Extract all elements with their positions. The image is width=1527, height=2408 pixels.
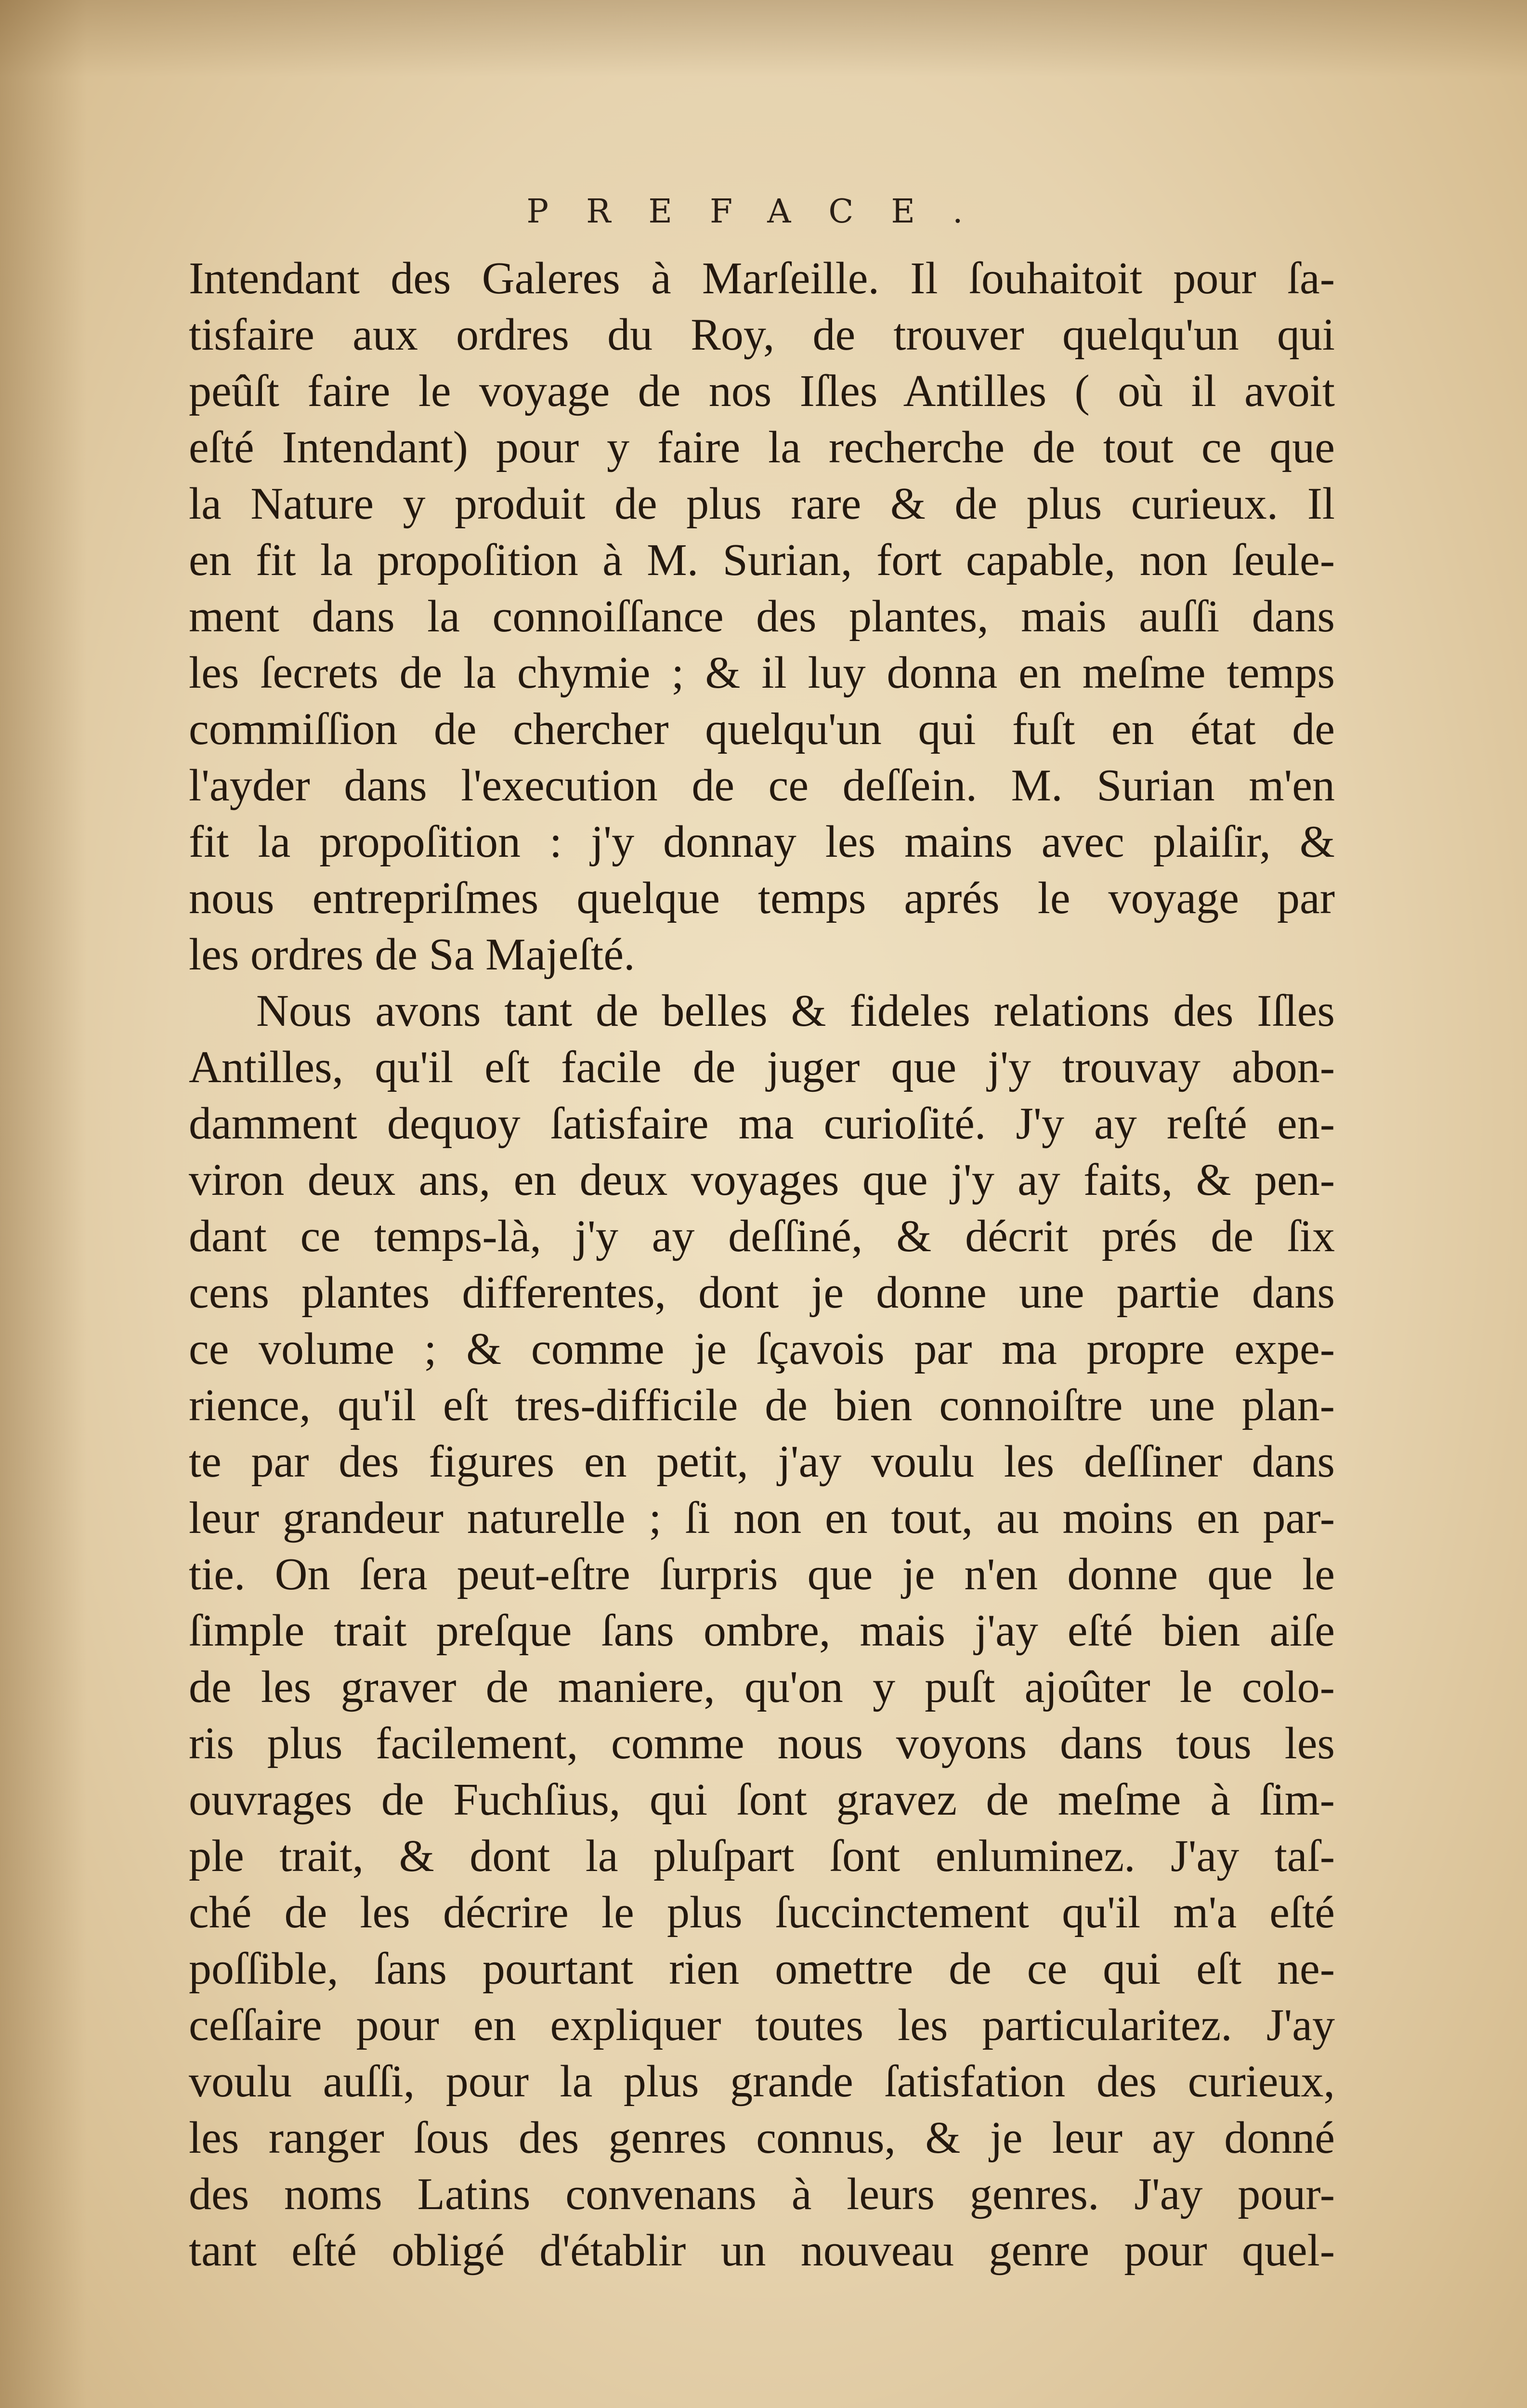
text-line: commiſſion de chercher quelqu'un qui fuſt en état de — [189, 704, 1335, 754]
text-line: nous entrepriſmes quelque temps aprés le voyage par — [189, 873, 1335, 923]
text-line: en fit la propoſition à M. Surian, fort capable, non ſeule- — [189, 535, 1335, 585]
text-line: Antilles, qu'il eſt facile de juger que j'y trouvay abon- — [189, 1042, 1335, 1092]
text-line: ris plus facilement, comme nous voyons dans tous les — [189, 1718, 1335, 1768]
text-line: ceſſaire pour en expliquer toutes les particularitez. J'ay — [189, 2000, 1335, 2050]
body-text — [189, 250, 1335, 2279]
text-line: tie. On ſera peut-eſtre ſurpris que je n'en donne que le — [189, 1549, 1335, 1599]
text-line: ſimple trait preſque ſans ombre, mais j'ay eſté bien aiſe — [189, 1606, 1335, 1656]
text-line: tisfaire aux ordres du Roy, de trouver quelqu'un qui — [189, 310, 1335, 360]
text-line: ce volume ; & comme je ſçavois par ma propre expe- — [189, 1324, 1335, 1374]
text-line: cens plantes differentes, dont je donne une partie dans — [189, 1268, 1335, 1318]
text-line: dant ce temps-là, j'y ay deſſiné, & décrit prés de ſix — [189, 1211, 1335, 1261]
text-line: rience, qu'il eſt tres-difficile de bien connoiſtre une plan- — [189, 1380, 1335, 1430]
page-edge-shadow-top — [0, 0, 1527, 77]
text-line: ouvrages de Fuchſius, qui ſont gravez de meſme à ſim- — [189, 1775, 1335, 1825]
text-line: peûſt faire le voyage de nos Iſles Antilles ( où il avoit — [189, 366, 1335, 416]
paragraph-1 — [189, 250, 1335, 983]
text-line: de les graver de maniere, qu'on y puſt ajoûter le colo- — [189, 1662, 1335, 1712]
text-line: leur grandeur naturelle ; ſi non en tout, au moins en par- — [189, 1493, 1335, 1543]
text-line: la Nature y produit de plus rare & de plus curieux. Il — [189, 479, 1335, 529]
text-line: Intendant des Galeres à Marſeille. Il ſouhaitoit pour ſa- — [189, 253, 1335, 303]
text-line: les ordres de Sa Majeſté. — [189, 929, 635, 980]
paragraph-2 — [189, 983, 1335, 2279]
text-line: poſſible, ſans pourtant rien omettre de ce qui eſt ne- — [189, 1944, 1335, 1994]
text-line: fit la propoſition : j'y donnay les mains avec plaiſir, & — [189, 817, 1335, 867]
text-line: voulu auſſi, pour la plus grande ſatisfation des curieux, — [189, 2056, 1335, 2107]
text-line: ple trait, & dont la pluſpart ſont enluminez. J'ay taſ- — [189, 1831, 1335, 1881]
page-edge-shadow-left — [0, 0, 87, 2408]
text-line: les ranger ſous des genres connus, & je leur ay donné — [189, 2113, 1335, 2163]
text-line: te par des figures en petit, j'ay voulu les deſſiner dans — [189, 1437, 1335, 1487]
text-line: eſté Intendant) pour y faire la recherche de tout ce que — [189, 422, 1335, 472]
text-line: tant eſté obligé d'établir un nouveau genre pour quel- — [189, 2225, 1335, 2276]
running-head: PREFACE. — [526, 193, 1001, 231]
text-line: ment dans la connoiſſance des plantes, mais auſſi dans — [189, 591, 1335, 641]
text-line: les ſecrets de la chymie ; & il luy donna en meſme temps — [189, 648, 1335, 698]
text-line: l'ayder dans l'execution de ce deſſein. M. Surian m'en — [189, 760, 1335, 811]
text-line: damment dequoy ſatisfaire ma curioſité. J'y ay reſté en- — [189, 1099, 1335, 1149]
text-line: ché de les décrire le plus ſuccinctement qu'il m'a eſté — [189, 1887, 1335, 1937]
text-line: des noms Latins convenans à leurs genres. J'ay pour- — [189, 2169, 1335, 2219]
text-line: viron deux ans, en deux voyages que j'y ay faits, & pen- — [189, 1155, 1335, 1205]
text-line: Nous avons tant de belles & fideles relations des Iſles — [256, 986, 1335, 1036]
